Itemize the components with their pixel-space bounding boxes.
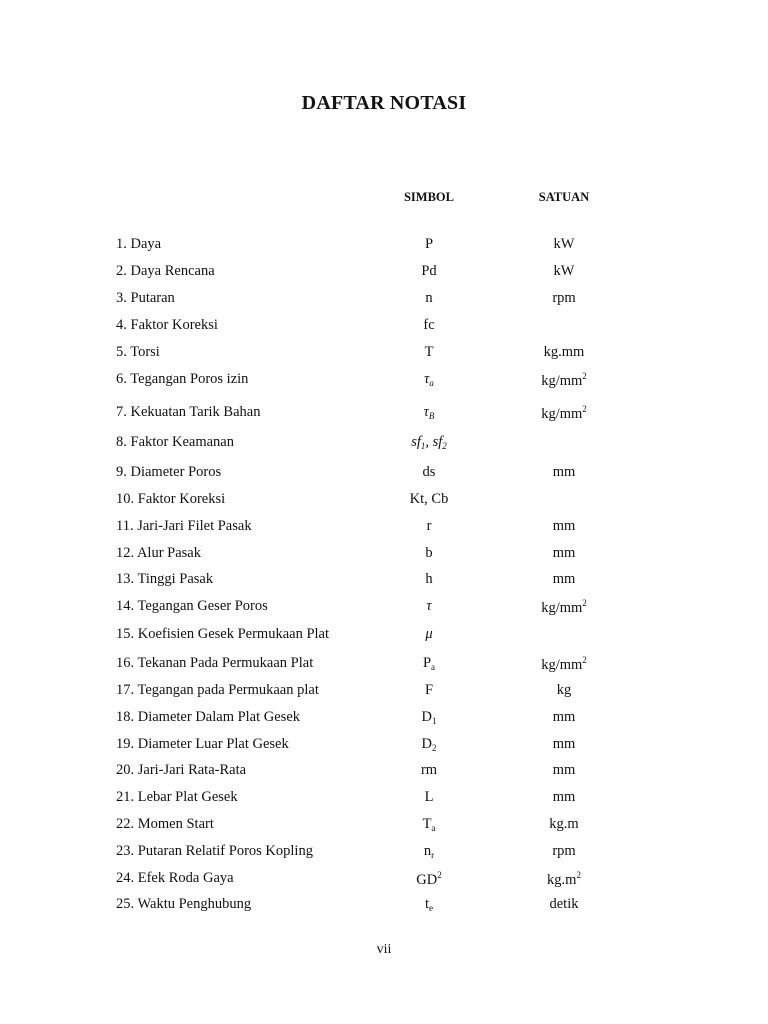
notation-name: 8. Faktor Keamanan: [116, 434, 234, 450]
notation-row: [0, 896, 768, 918]
notation-symbol: $\tau_B$: [423, 404, 435, 421]
notation-name: 1. Daya: [116, 236, 162, 252]
notation-row: [0, 709, 768, 731]
notation-unit: rpm: [552, 843, 576, 859]
notation-symbol: h: [425, 571, 433, 587]
notation-row: [0, 789, 768, 811]
symbol-subscript: 2: [442, 441, 447, 451]
notation-unit: mm: [552, 518, 576, 534]
notation-symbol: fc: [423, 317, 435, 333]
page-title: DAFTAR NOTASI: [301, 92, 467, 114]
notation-symbol: $\tau_a$: [424, 371, 434, 388]
notation-name: 15. Koefisien Gesek Permukaan Plat: [116, 626, 330, 642]
notation-unit: mm: [552, 571, 576, 587]
notation-symbol: P: [424, 236, 434, 252]
symbol-subscript: a: [431, 662, 436, 672]
notation-unit: mm: [552, 789, 576, 805]
notation-symbol: F: [424, 682, 434, 698]
notation-unit: mm: [552, 736, 576, 752]
notation-name: 5. Torsi: [116, 344, 160, 360]
notation-symbol: $GD^2$: [416, 870, 442, 888]
notation-name: 11. Jari-Jari Filet Pasak: [116, 518, 252, 534]
symbol-subscript: r: [431, 850, 435, 860]
notation-row: [0, 736, 768, 758]
notation-name: 17. Tegangan pada Permukaan plat: [116, 682, 319, 698]
notation-symbol: ds: [422, 464, 436, 480]
notation-name: 22. Momen Start: [116, 816, 214, 832]
notation-name: 10. Faktor Koreksi: [116, 491, 226, 507]
notation-name: 7. Kekuatan Tarik Bahan: [116, 404, 261, 420]
notation-name: 21. Lebar Plat Gesek: [116, 789, 238, 805]
notation-unit: mm: [552, 545, 576, 561]
notation-unit: kg.mm: [543, 344, 585, 360]
notation-name: 23. Putaran Relatif Poros Kopling: [116, 843, 313, 859]
notation-symbol: Pd: [421, 263, 437, 279]
notation-symbol: μ: [425, 626, 433, 642]
notation-row: [0, 236, 768, 258]
symbol-column-header: SIMBOL: [403, 190, 454, 204]
notation-row: [0, 598, 768, 620]
notation-row: [0, 518, 768, 540]
notation-name: 6. Tegangan Poros izin: [116, 371, 249, 387]
notation-symbol: L: [424, 789, 434, 805]
notation-unit: $kg/mm^2$: [541, 404, 587, 422]
notation-row: [0, 434, 768, 456]
symbol-subscript: a: [431, 823, 436, 833]
notation-unit: kW: [553, 236, 575, 252]
notation-row: [0, 545, 768, 567]
notation-symbol: T: [424, 344, 434, 360]
notation-unit: $kg.m^2$: [547, 870, 581, 888]
symbol-subscript: 1: [431, 716, 437, 726]
notation-row: [0, 371, 768, 393]
notation-name: 24. Efek Roda Gaya: [116, 870, 234, 886]
notation-row: [0, 870, 768, 892]
notation-row: [0, 655, 768, 677]
notation-symbol: $n_r$: [423, 843, 435, 860]
notation-unit: kW: [553, 263, 575, 279]
symbol-subscript: a: [429, 378, 434, 388]
notation-row: [0, 491, 768, 513]
notation-name: 2. Daya Rencana: [116, 263, 215, 279]
symbol-subscript: e: [429, 903, 434, 913]
notation-unit: $kg/mm^2$: [541, 598, 587, 616]
notation-name: 3. Putaran: [116, 290, 175, 306]
notation-name: 19. Diameter Luar Plat Gesek: [116, 736, 289, 752]
notation-symbol: n: [425, 290, 433, 306]
notation-symbol: $sf_1$, $sf_2$: [411, 434, 447, 451]
notation-name: 14. Tegangan Geser Poros: [116, 598, 268, 614]
symbol-superscript: 2: [437, 870, 442, 880]
notation-symbol: Kt, Cb: [409, 491, 449, 507]
notation-symbol: $T_a$: [422, 816, 436, 833]
unit-superscript: 2: [582, 598, 587, 608]
notation-name: 12. Alur Pasak: [116, 545, 201, 561]
notation-symbol: $D_2$: [421, 736, 437, 753]
notation-name: 18. Diameter Dalam Plat Gesek: [116, 709, 301, 725]
notation-row: [0, 404, 768, 426]
notation-name: 9. Diameter Poros: [116, 464, 222, 480]
notation-name: 16. Tekanan Pada Permukaan Plat: [116, 655, 314, 671]
unit-superscript: 2: [576, 870, 581, 880]
notation-row: [0, 344, 768, 366]
notation-symbol: r: [426, 518, 432, 534]
notation-unit: mm: [552, 709, 576, 725]
notation-symbol: $t_e$: [424, 896, 434, 913]
notation-unit: mm: [552, 464, 576, 480]
page-number: vii: [376, 942, 392, 957]
notation-unit: detik: [549, 896, 579, 912]
notation-row: [0, 843, 768, 865]
notation-unit: kg: [556, 682, 572, 698]
notation-name: 20. Jari-Jari Rata-Rata: [116, 762, 247, 778]
notation-row: [0, 317, 768, 339]
notation-unit: mm: [552, 762, 576, 778]
unit-column-header: SATUAN: [538, 190, 590, 204]
notation-row: [0, 626, 768, 648]
notation-unit: $kg/mm^2$: [541, 371, 587, 389]
notation-unit: kg.m: [549, 816, 579, 832]
notation-symbol: rm: [420, 762, 438, 778]
notation-unit: $kg/mm^2$: [541, 655, 587, 673]
notation-symbol: b: [425, 545, 433, 561]
notation-row: [0, 464, 768, 486]
notation-unit: rpm: [552, 290, 576, 306]
notation-symbol: $P_a$: [422, 655, 436, 672]
notation-row: [0, 762, 768, 784]
notation-symbol: τ: [426, 598, 432, 614]
notation-row: [0, 571, 768, 593]
notation-row: [0, 263, 768, 285]
unit-superscript: 2: [582, 404, 587, 414]
unit-superscript: 2: [582, 371, 587, 381]
notation-row: [0, 816, 768, 838]
notation-symbol: $D_1$: [421, 709, 437, 726]
notation-name: 13. Tinggi Pasak: [116, 571, 214, 587]
symbol-subscript: 1: [420, 441, 426, 451]
notation-name: 4. Faktor Koreksi: [116, 317, 218, 333]
unit-superscript: 2: [582, 655, 587, 665]
notation-name: 25. Waktu Penghubung: [116, 896, 252, 912]
symbol-subscript: 2: [431, 743, 437, 753]
notation-row: [0, 682, 768, 704]
symbol-subscript: B: [428, 411, 435, 421]
notation-row: [0, 290, 768, 312]
